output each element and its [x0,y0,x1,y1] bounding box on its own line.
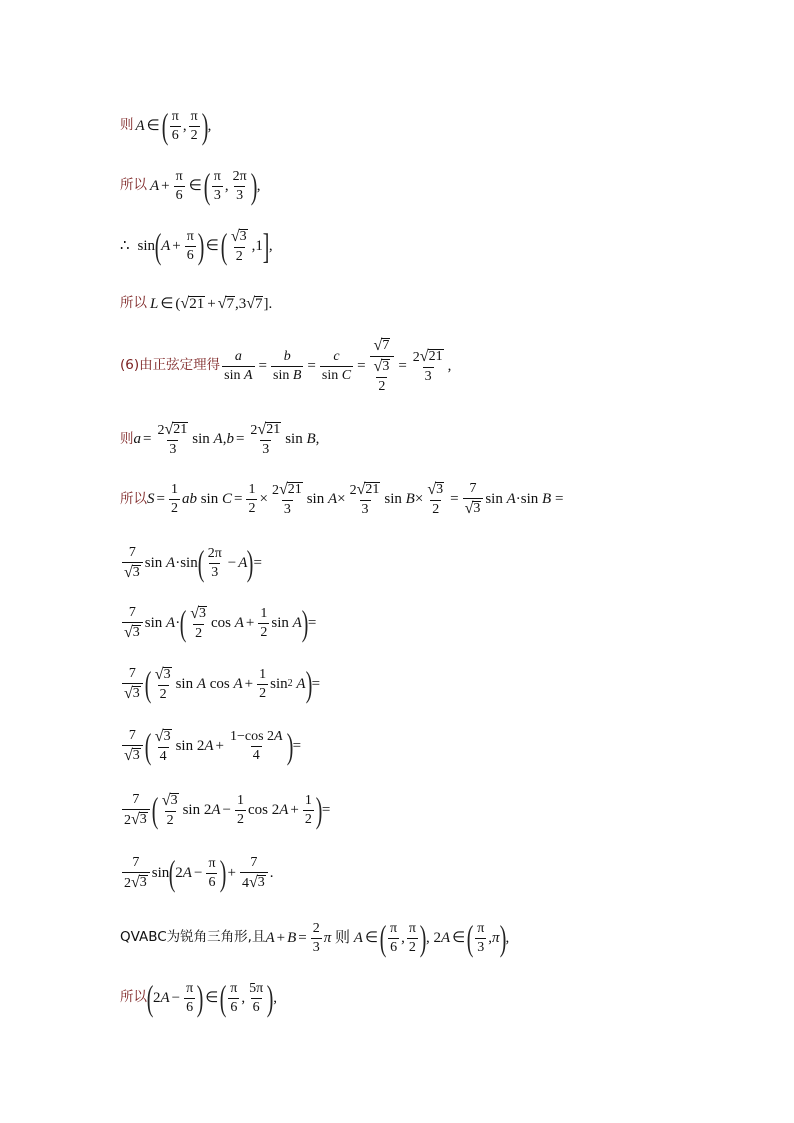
line-14: QVABC为锐角三角形,且 A + B = $\frac{2}{3}$ π 则 A ∈ ( $\frac{\pi}{6}$ , $\frac{\pi}{2}$ ) , 2 A ∈ ( $\frac{\pi}{3}$ , π ) , [120,918,510,958]
line-12: 7 2 √ 3 ( √ 3 2 sin 2 A − $\frac{1}{2}$ cos 2 A + $\frac{1}{2}$ ) = [124,790,331,830]
line-1: 则 A ∈ ( $\frac{\pi}{6}$ , $\frac{\pi}{2}$ ) , [120,106,212,146]
line-6: 则 a = 2 √ 21 3 sin A , b = 2 √ 21 3 sin B , [120,421,320,457]
therefore-symbol: ∴ [120,237,130,254]
text-prefix: 所以 [120,295,147,312]
line-9: 7 √ 3 sin A · ( √ 3 2 cos A + $\frac{1}{2}$ sin A ) = [124,603,317,643]
line-15: 所以 ( 2 A − $\frac{\pi}{6}$ ) ∈ ( $\frac{\pi}{6}$ , $\frac{5\pi}{6}$ ) , [120,978,277,1018]
text-prefix: 则 [120,117,134,134]
line-5: (6)由正弦定理得 $\frac{a}{\text{sin A}}$ = $\frac{b}{\text{sin B}}$ = $\frac{c}{\text{sin C}}$ = √ 7 √ 3 2 = 2 √ 21 3 , [120,337,452,394]
line-10: 7 √ 3 ( √ 3 2 sin A cos A + $\frac{1}{2}$ sin 2 A ) = [124,664,321,704]
line-4: 所以 L ∈ ( √ 21 + √ 7 ,3 √ 7 ] . [120,295,273,312]
line-3: ∴ sin ( A + $\frac{\pi}{6}$ ) ∈ ( √ 3 2 ,1 ] , [120,226,273,266]
text-prefix: (6)由正弦定理得 [120,357,221,374]
text-prefix: 所以 [120,177,147,194]
line-11: 7 √ 3 ( √ 3 4 sin 2 A + $\frac{1-\cos 2A}{4}$ ) = [124,726,302,766]
line-2: 所以 A + $\frac{\pi}{6}$ ∈ ( $\frac{\pi}{3}$ , $\frac{2\pi}{3}$ ) , [120,166,261,206]
line-8: 7 √ 3 sin A ·sin ( $\frac{2\pi}{3}$ − A ) = [124,543,262,583]
line-13: 7 2 √ 3 sin ( 2 A − $\frac{\pi}{6}$ ) + 7 4 √ 3 . [124,853,274,893]
text-prefix: 所以 [120,490,147,507]
line-7: 所以 S = $\frac{1}{2}$ ab sin C = $\frac{1}{2}$ × 2 √ 21 3 sin A × 2 √ 21 3 sin B × √ 3 2 = 7 √ 3 sin A ·sin B = [120,481,564,517]
text-prefix: QVABC为锐角三角形,且 [120,929,266,946]
text-prefix: 所以 [120,989,147,1006]
text-prefix: 则 [120,430,134,447]
